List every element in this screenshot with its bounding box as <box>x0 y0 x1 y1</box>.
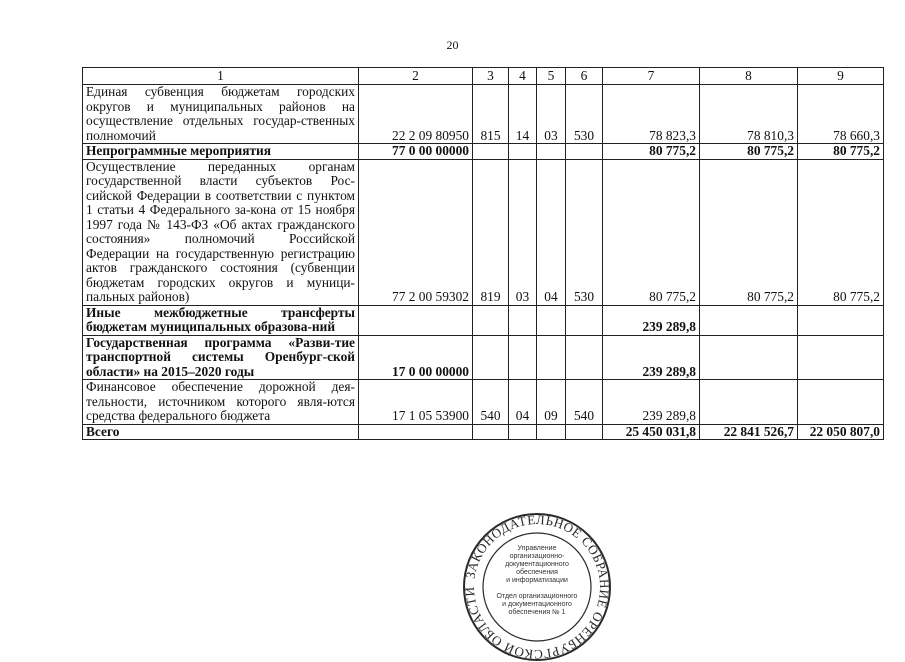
classifier-cell: 540 <box>566 380 603 425</box>
header-cell: 4 <box>509 68 537 85</box>
amount-cell <box>798 380 884 425</box>
header-cell: 2 <box>359 68 473 85</box>
classifier-cell <box>566 335 603 380</box>
amount-cell: 25 450 031,8 <box>603 424 700 440</box>
amount-cell: 78 810,3 <box>700 85 798 144</box>
amount-cell <box>700 305 798 335</box>
seal-line: Управление <box>517 545 557 552</box>
classifier-cell <box>537 424 566 440</box>
amount-cell: 239 289,8 <box>603 305 700 335</box>
amount-cell: 80 775,2 <box>603 144 700 160</box>
budget-table <box>82 67 884 440</box>
seal-line: Отдел организационного <box>496 593 578 600</box>
amount-cell: 80 775,2 <box>798 159 884 305</box>
header-cell: 6 <box>566 68 603 85</box>
table-row <box>83 305 884 335</box>
target-code-cell <box>359 424 473 440</box>
classifier-cell: 03 <box>537 85 566 144</box>
classifier-cell <box>566 305 603 335</box>
amount-cell: 80 775,2 <box>700 159 798 305</box>
row-description: Непрограммные мероприятия <box>83 144 359 160</box>
target-code-cell: 22 2 09 80950 <box>359 85 473 144</box>
amount-cell: 22 841 526,7 <box>700 424 798 440</box>
amount-cell <box>700 335 798 380</box>
header-cell: 8 <box>700 68 798 85</box>
classifier-cell: 540 <box>473 380 509 425</box>
target-code-cell <box>359 305 473 335</box>
amount-cell: 78 660,3 <box>798 85 884 144</box>
row-description: Осуществление переданных органам государственной власти субъектов Рос-сийской Федерации в соответствии с пунктом 1 статьи 4 Федерального за-кона от 15 ноября 1997 года № 143-ФЗ «Об актах гражданского состояния» полномочий Российской Федерации на государственную регистрацию актов гражданского состояния (субвенции бюджетам городских округов и муници-пальных районов) <box>83 159 359 305</box>
table-row <box>83 85 884 144</box>
classifier-cell: 530 <box>566 159 603 305</box>
classifier-cell <box>537 335 566 380</box>
classifier-cell <box>566 424 603 440</box>
seal-line: документационного <box>505 561 569 568</box>
classifier-cell: 04 <box>509 380 537 425</box>
header-cell: 5 <box>537 68 566 85</box>
table-row <box>83 159 884 305</box>
header-cell: 7 <box>603 68 700 85</box>
classifier-cell: 819 <box>473 159 509 305</box>
table-row <box>83 144 884 160</box>
amount-cell: 239 289,8 <box>603 335 700 380</box>
header-cell: 9 <box>798 68 884 85</box>
classifier-cell <box>537 305 566 335</box>
seal-line: организационно- <box>509 553 565 560</box>
classifier-cell <box>509 335 537 380</box>
seal-line: обеспечения № 1 <box>508 609 566 616</box>
amount-cell <box>798 305 884 335</box>
amount-cell <box>700 380 798 425</box>
classifier-cell <box>509 305 537 335</box>
target-code-cell: 17 0 00 00000 <box>359 335 473 380</box>
classifier-cell <box>509 424 537 440</box>
seal-line: обеспечения <box>516 569 558 576</box>
amount-cell: 80 775,2 <box>603 159 700 305</box>
seal-line: и документационного <box>502 601 572 608</box>
table-row <box>83 424 884 440</box>
classifier-cell <box>566 144 603 160</box>
row-description: Всего <box>83 424 359 440</box>
classifier-cell: 530 <box>566 85 603 144</box>
seal-line: и информатизации <box>506 577 568 584</box>
amount-cell: 78 823,3 <box>603 85 700 144</box>
classifier-cell: 14 <box>509 85 537 144</box>
row-description: Финансовое обеспечение дорожной дея-тельности, источником которого явля-ются средства федерального бюджета <box>83 380 359 425</box>
seal-center-text <box>497 545 578 616</box>
amount-cell <box>798 335 884 380</box>
row-description: Государственная программа «Разви-тие транспортной системы Оренбург-ской области» на 2015–2020 годы <box>83 335 359 380</box>
classifier-cell <box>473 305 509 335</box>
target-code-cell: 17 1 05 53900 <box>359 380 473 425</box>
table-row <box>83 335 884 380</box>
amount-cell: 239 289,8 <box>603 380 700 425</box>
target-code-cell: 77 2 00 59302 <box>359 159 473 305</box>
target-code-cell: 77 0 00 00000 <box>359 144 473 160</box>
classifier-cell <box>537 144 566 160</box>
classifier-cell <box>473 424 509 440</box>
row-description: Единая субвенция бюджетам городских округов и муниципальных районов на осуществление отдельных государ-ственных полномочий <box>83 85 359 144</box>
header-cell: 3 <box>473 68 509 85</box>
classifier-cell <box>509 144 537 160</box>
amount-cell: 80 775,2 <box>798 144 884 160</box>
classifier-cell: 04 <box>537 159 566 305</box>
classifier-cell <box>473 144 509 160</box>
row-description: Иные межбюджетные трансферты бюджетам муниципальных образова-ний <box>83 305 359 335</box>
page-number: 20 <box>446 38 459 52</box>
amount-cell: 80 775,2 <box>700 144 798 160</box>
table-row <box>83 380 884 425</box>
classifier-cell: 09 <box>537 380 566 425</box>
classifier-cell <box>473 335 509 380</box>
classifier-cell: 815 <box>473 85 509 144</box>
seal-ring-text: ЗАКОНОДАТЕЛЬНОЕ СОБРАНИЕ ОРЕНБУРГСКОЙ ОБЛАСТИ <box>462 512 612 662</box>
header-row <box>83 68 884 85</box>
header-cell: 1 <box>83 68 359 85</box>
amount-cell: 22 050 807,0 <box>798 424 884 440</box>
classifier-cell: 03 <box>509 159 537 305</box>
